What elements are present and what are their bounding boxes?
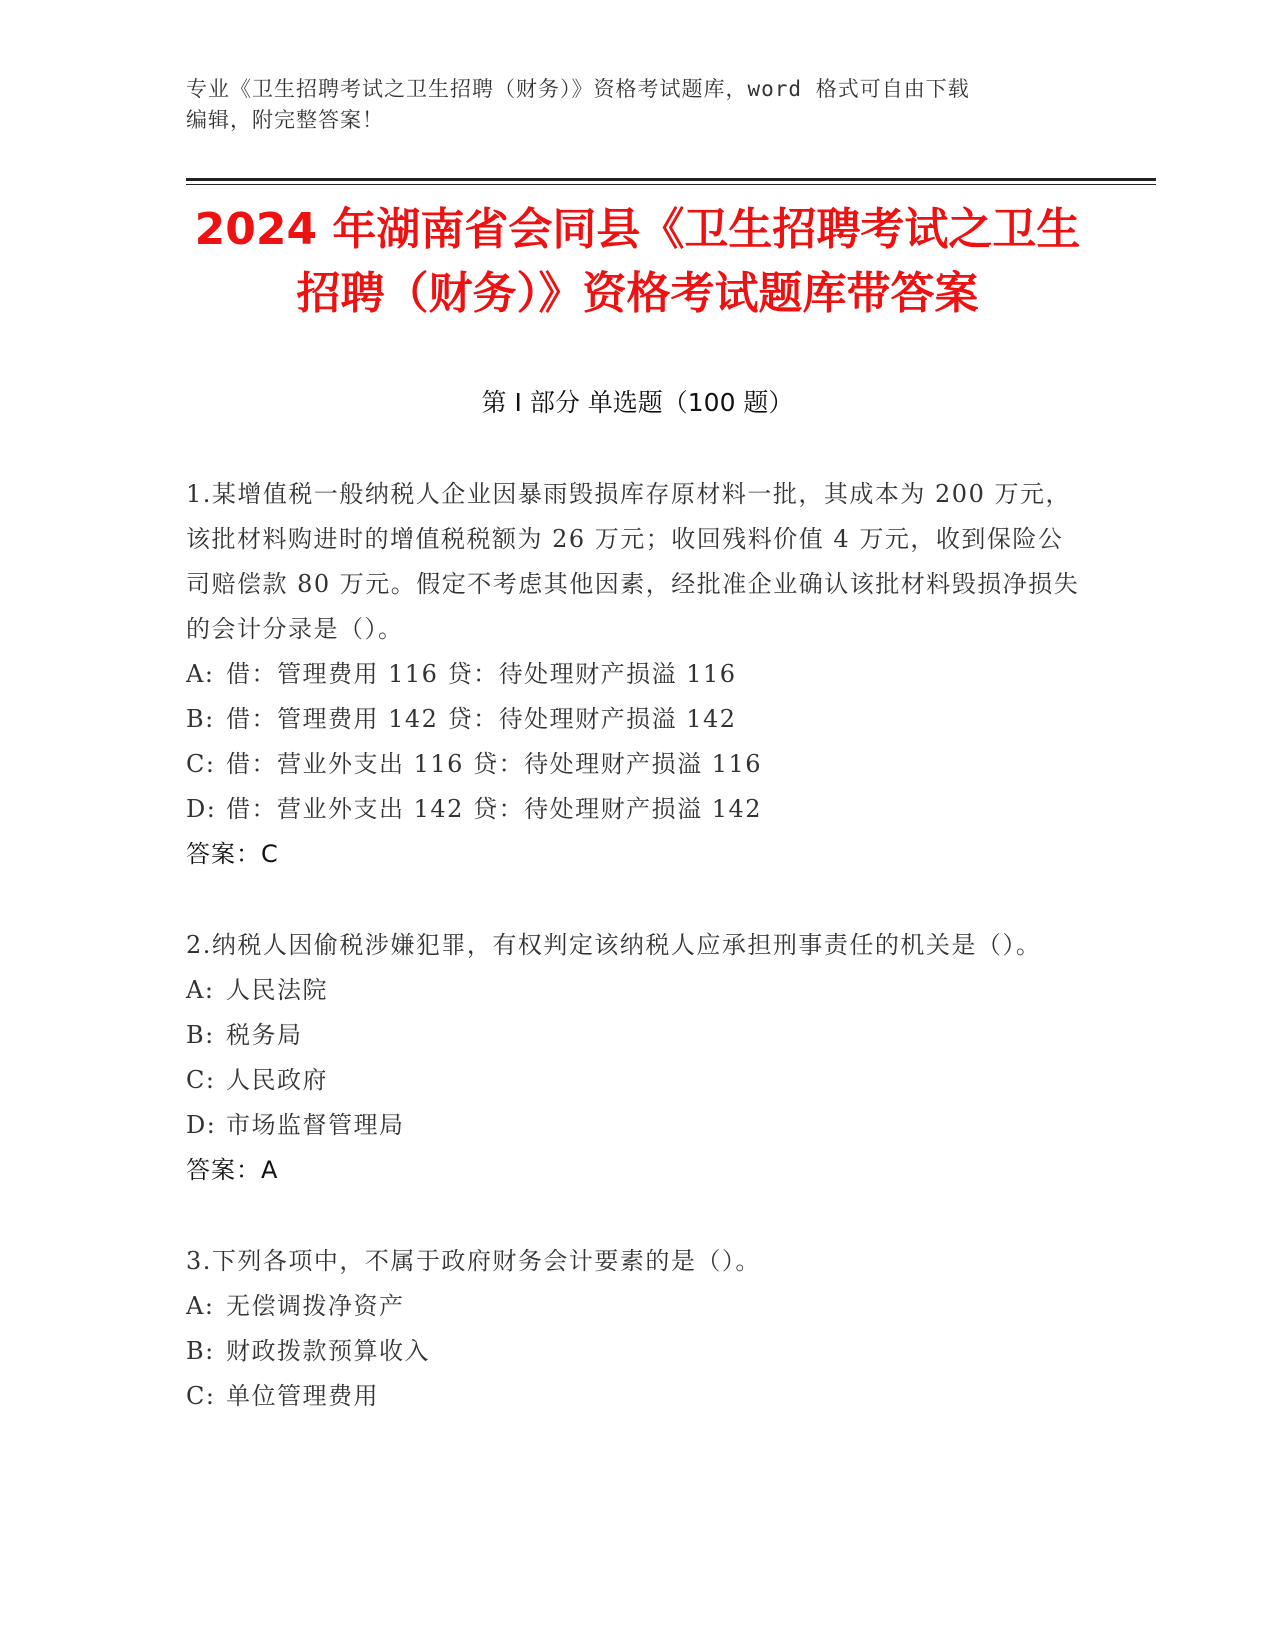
option-letter: B: xyxy=(186,705,215,733)
option-letter: D: xyxy=(186,795,217,823)
header-note xyxy=(186,74,1066,136)
question-list xyxy=(186,472,1086,1465)
option-text: 市场监督管理局 xyxy=(226,1111,405,1139)
option-b xyxy=(186,697,1086,742)
answer-line xyxy=(186,1148,1086,1193)
option-text: 借：营业外支出 142 贷：待处理财产损溢 142 xyxy=(226,795,763,823)
option-a xyxy=(186,652,1086,697)
option-a xyxy=(186,1284,1086,1329)
option-letter: A: xyxy=(186,976,215,1004)
option-letter: C: xyxy=(186,1382,216,1410)
option-text: 单位管理费用 xyxy=(226,1382,379,1410)
answer-line xyxy=(186,832,1086,877)
option-letter: A: xyxy=(186,1292,215,1320)
header-rule-thick xyxy=(186,178,1156,181)
question-3 xyxy=(186,1239,1086,1419)
option-letter: A: xyxy=(186,660,215,688)
option-b xyxy=(186,1013,1086,1058)
option-text: 财政拨款预算收入 xyxy=(226,1337,430,1365)
option-text: 无偿调拨净资产 xyxy=(226,1292,405,1320)
answer-value: C xyxy=(261,840,279,868)
document-title-line-1: 2024 年湖南省会同县《卫生招聘考试之卫生 xyxy=(194,204,1081,255)
question-stem: 1.某增值税一般纳税人企业因暴雨毁损库存原材料一批，其成本为 200 万元，该批材料购进时的增值税税额为 26 万元；收回残料价值 4 万元，收到保险公司赔偿款 80 万元。假定不考虑其他因素，经批准企业确认该批材料毁损净损失的会计分录是（）。 xyxy=(186,480,1080,643)
header-rule-thin xyxy=(186,184,1156,185)
option-b xyxy=(186,1329,1086,1374)
option-letter: B: xyxy=(186,1021,215,1049)
option-text: 人民政府 xyxy=(226,1066,328,1094)
document-title-line-2: 招聘（财务）》资格考试题库带答案 xyxy=(296,268,979,319)
option-letter: C: xyxy=(186,750,216,778)
header-note-line-2: 编辑，附完整答案！ xyxy=(186,108,384,132)
option-c xyxy=(186,742,1086,787)
option-text: 税务局 xyxy=(226,1021,303,1049)
option-letter: D: xyxy=(186,1111,217,1139)
option-text: 借：管理费用 142 贷：待处理财产损溢 142 xyxy=(226,705,737,733)
section-title: 第 I 部分 单选题（100 题） xyxy=(481,388,794,417)
header-note-line-1: 专业《卫生招聘考试之卫生招聘（财务）》资格考试题库，word 格式可自由下载 xyxy=(186,77,970,101)
option-text: 借：营业外支出 116 贷：待处理财产损溢 116 xyxy=(226,750,763,778)
answer-value: A xyxy=(261,1156,279,1184)
option-letter: B: xyxy=(186,1337,215,1365)
option-d xyxy=(186,1103,1086,1148)
question-stem: 3.下列各项中，不属于政府财务会计要素的是（）。 xyxy=(186,1247,761,1275)
option-letter: C: xyxy=(186,1066,216,1094)
question-1 xyxy=(186,472,1086,877)
document-title xyxy=(150,198,1125,326)
option-c xyxy=(186,1374,1086,1419)
option-text: 借：管理费用 116 贷：待处理财产损溢 116 xyxy=(226,660,737,688)
option-d xyxy=(186,787,1086,832)
answer-label: 答案： xyxy=(186,840,261,868)
question-stem: 2.纳税人因偷税涉嫌犯罪，有权判定该纳税人应承担刑事责任的机关是（）。 xyxy=(186,931,1042,959)
option-text: 人民法院 xyxy=(226,976,328,1004)
option-a xyxy=(186,968,1086,1013)
question-2 xyxy=(186,923,1086,1193)
answer-label: 答案： xyxy=(186,1156,261,1184)
option-c xyxy=(186,1058,1086,1103)
